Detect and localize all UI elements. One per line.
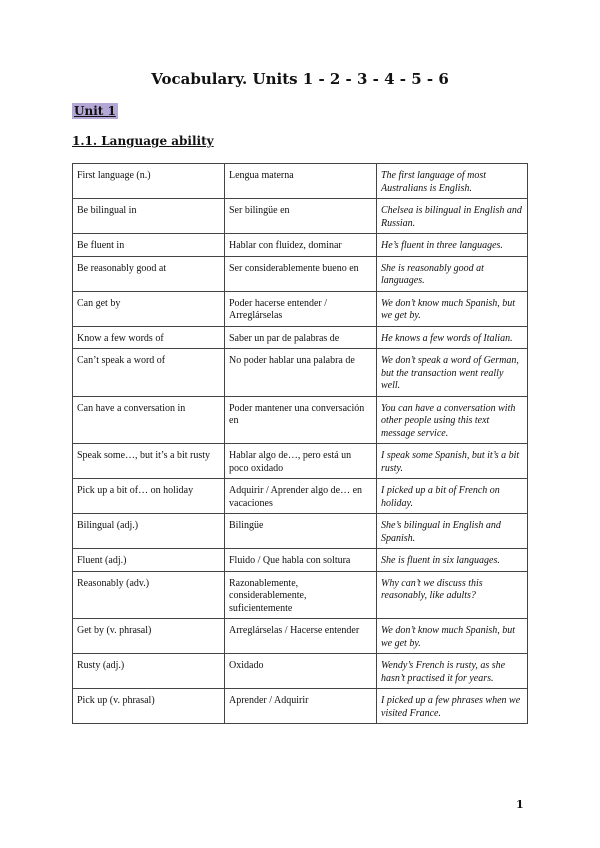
translation-cell: Razonablemente, considerablemente, suficientemente <box>225 571 377 619</box>
table-row <box>73 514 528 549</box>
table-row <box>73 326 528 349</box>
example-cell: I picked up a bit of French on holiday. <box>377 479 528 514</box>
term-cell: Pick up (v. phrasal) <box>73 689 225 724</box>
translation-cell: No poder hablar una palabra de <box>225 349 377 397</box>
term-cell: Be reasonably good at <box>73 256 225 291</box>
table-row <box>73 654 528 689</box>
unit-heading: Unit 1 <box>74 104 116 118</box>
example-cell: I picked up a few phrases when we visited France. <box>377 689 528 724</box>
translation-cell: Poder hacerse entender / Arreglárselas <box>225 291 377 326</box>
translation-cell: Hablar algo de…, pero está un poco oxidado <box>225 444 377 479</box>
term-cell: Can have a conversation in <box>73 396 225 444</box>
table-row <box>73 164 528 199</box>
table-row <box>73 256 528 291</box>
section-heading: 1.1. Language ability <box>72 134 214 148</box>
vocabulary-table <box>72 163 528 724</box>
table-row <box>73 349 528 397</box>
translation-cell: Poder mantener una conversación en <box>225 396 377 444</box>
translation-cell: Arreglárselas / Hacerse entender <box>225 619 377 654</box>
term-cell: Rusty (adj.) <box>73 654 225 689</box>
example-cell: The first language of most Australians is English. <box>377 164 528 199</box>
translation-cell: Ser bilingüe en <box>225 199 377 234</box>
table-row <box>73 199 528 234</box>
example-cell: We don’t speak a word of German, but the transaction went really well. <box>377 349 528 397</box>
translation-cell: Hablar con fluidez, dominar <box>225 234 377 257</box>
table-row <box>73 571 528 619</box>
table-row <box>73 234 528 257</box>
table-row <box>73 689 528 724</box>
translation-cell: Lengua materna <box>225 164 377 199</box>
translation-cell: Fluido / Que habla con soltura <box>225 549 377 572</box>
example-cell: I speak some Spanish, but it’s a bit rusty. <box>377 444 528 479</box>
term-cell: Be bilingual in <box>73 199 225 234</box>
term-cell: Speak some…, but it’s a bit rusty <box>73 444 225 479</box>
term-cell: Reasonably (adv.) <box>73 571 225 619</box>
translation-cell: Bilingüe <box>225 514 377 549</box>
translation-cell: Adquirir / Aprender algo de… en vacaciones <box>225 479 377 514</box>
example-cell: We don’t know much Spanish, but we get by. <box>377 291 528 326</box>
example-cell: Chelsea is bilingual in English and Russian. <box>377 199 528 234</box>
table-row <box>73 479 528 514</box>
translation-cell: Ser considerablemente bueno en <box>225 256 377 291</box>
term-cell: Bilingual (adj.) <box>73 514 225 549</box>
term-cell: Pick up a bit of… on holiday <box>73 479 225 514</box>
term-cell: Know a few words of <box>73 326 225 349</box>
example-cell: You can have a conversation with other people using this text message service. <box>377 396 528 444</box>
example-cell: We don’t know much Spanish, but we get by. <box>377 619 528 654</box>
term-cell: Get by (v. phrasal) <box>73 619 225 654</box>
page-number: 1 <box>516 798 524 811</box>
table-row <box>73 444 528 479</box>
table-row <box>73 549 528 572</box>
term-cell: Be fluent in <box>73 234 225 257</box>
translation-cell: Saber un par de palabras de <box>225 326 377 349</box>
term-cell: First language (n.) <box>73 164 225 199</box>
example-cell: He’s fluent in three languages. <box>377 234 528 257</box>
translation-cell: Aprender / Adquirir <box>225 689 377 724</box>
example-cell: She is reasonably good at languages. <box>377 256 528 291</box>
term-cell: Fluent (adj.) <box>73 549 225 572</box>
term-cell: Can’t speak a word of <box>73 349 225 397</box>
table-row <box>73 396 528 444</box>
term-cell: Can get by <box>73 291 225 326</box>
page-title: Vocabulary. Units 1 - 2 - 3 - 4 - 5 - 6 <box>151 70 449 88</box>
example-cell: She is fluent in six languages. <box>377 549 528 572</box>
example-cell: He knows a few words of Italian. <box>377 326 528 349</box>
table-row <box>73 619 528 654</box>
translation-cell: Oxidado <box>225 654 377 689</box>
table-row <box>73 291 528 326</box>
example-cell: She’s bilingual in English and Spanish. <box>377 514 528 549</box>
example-cell: Why can’t we discuss this reasonably, like adults? <box>377 571 528 619</box>
example-cell: Wendy’s French is rusty, as she hasn’t practised it for years. <box>377 654 528 689</box>
